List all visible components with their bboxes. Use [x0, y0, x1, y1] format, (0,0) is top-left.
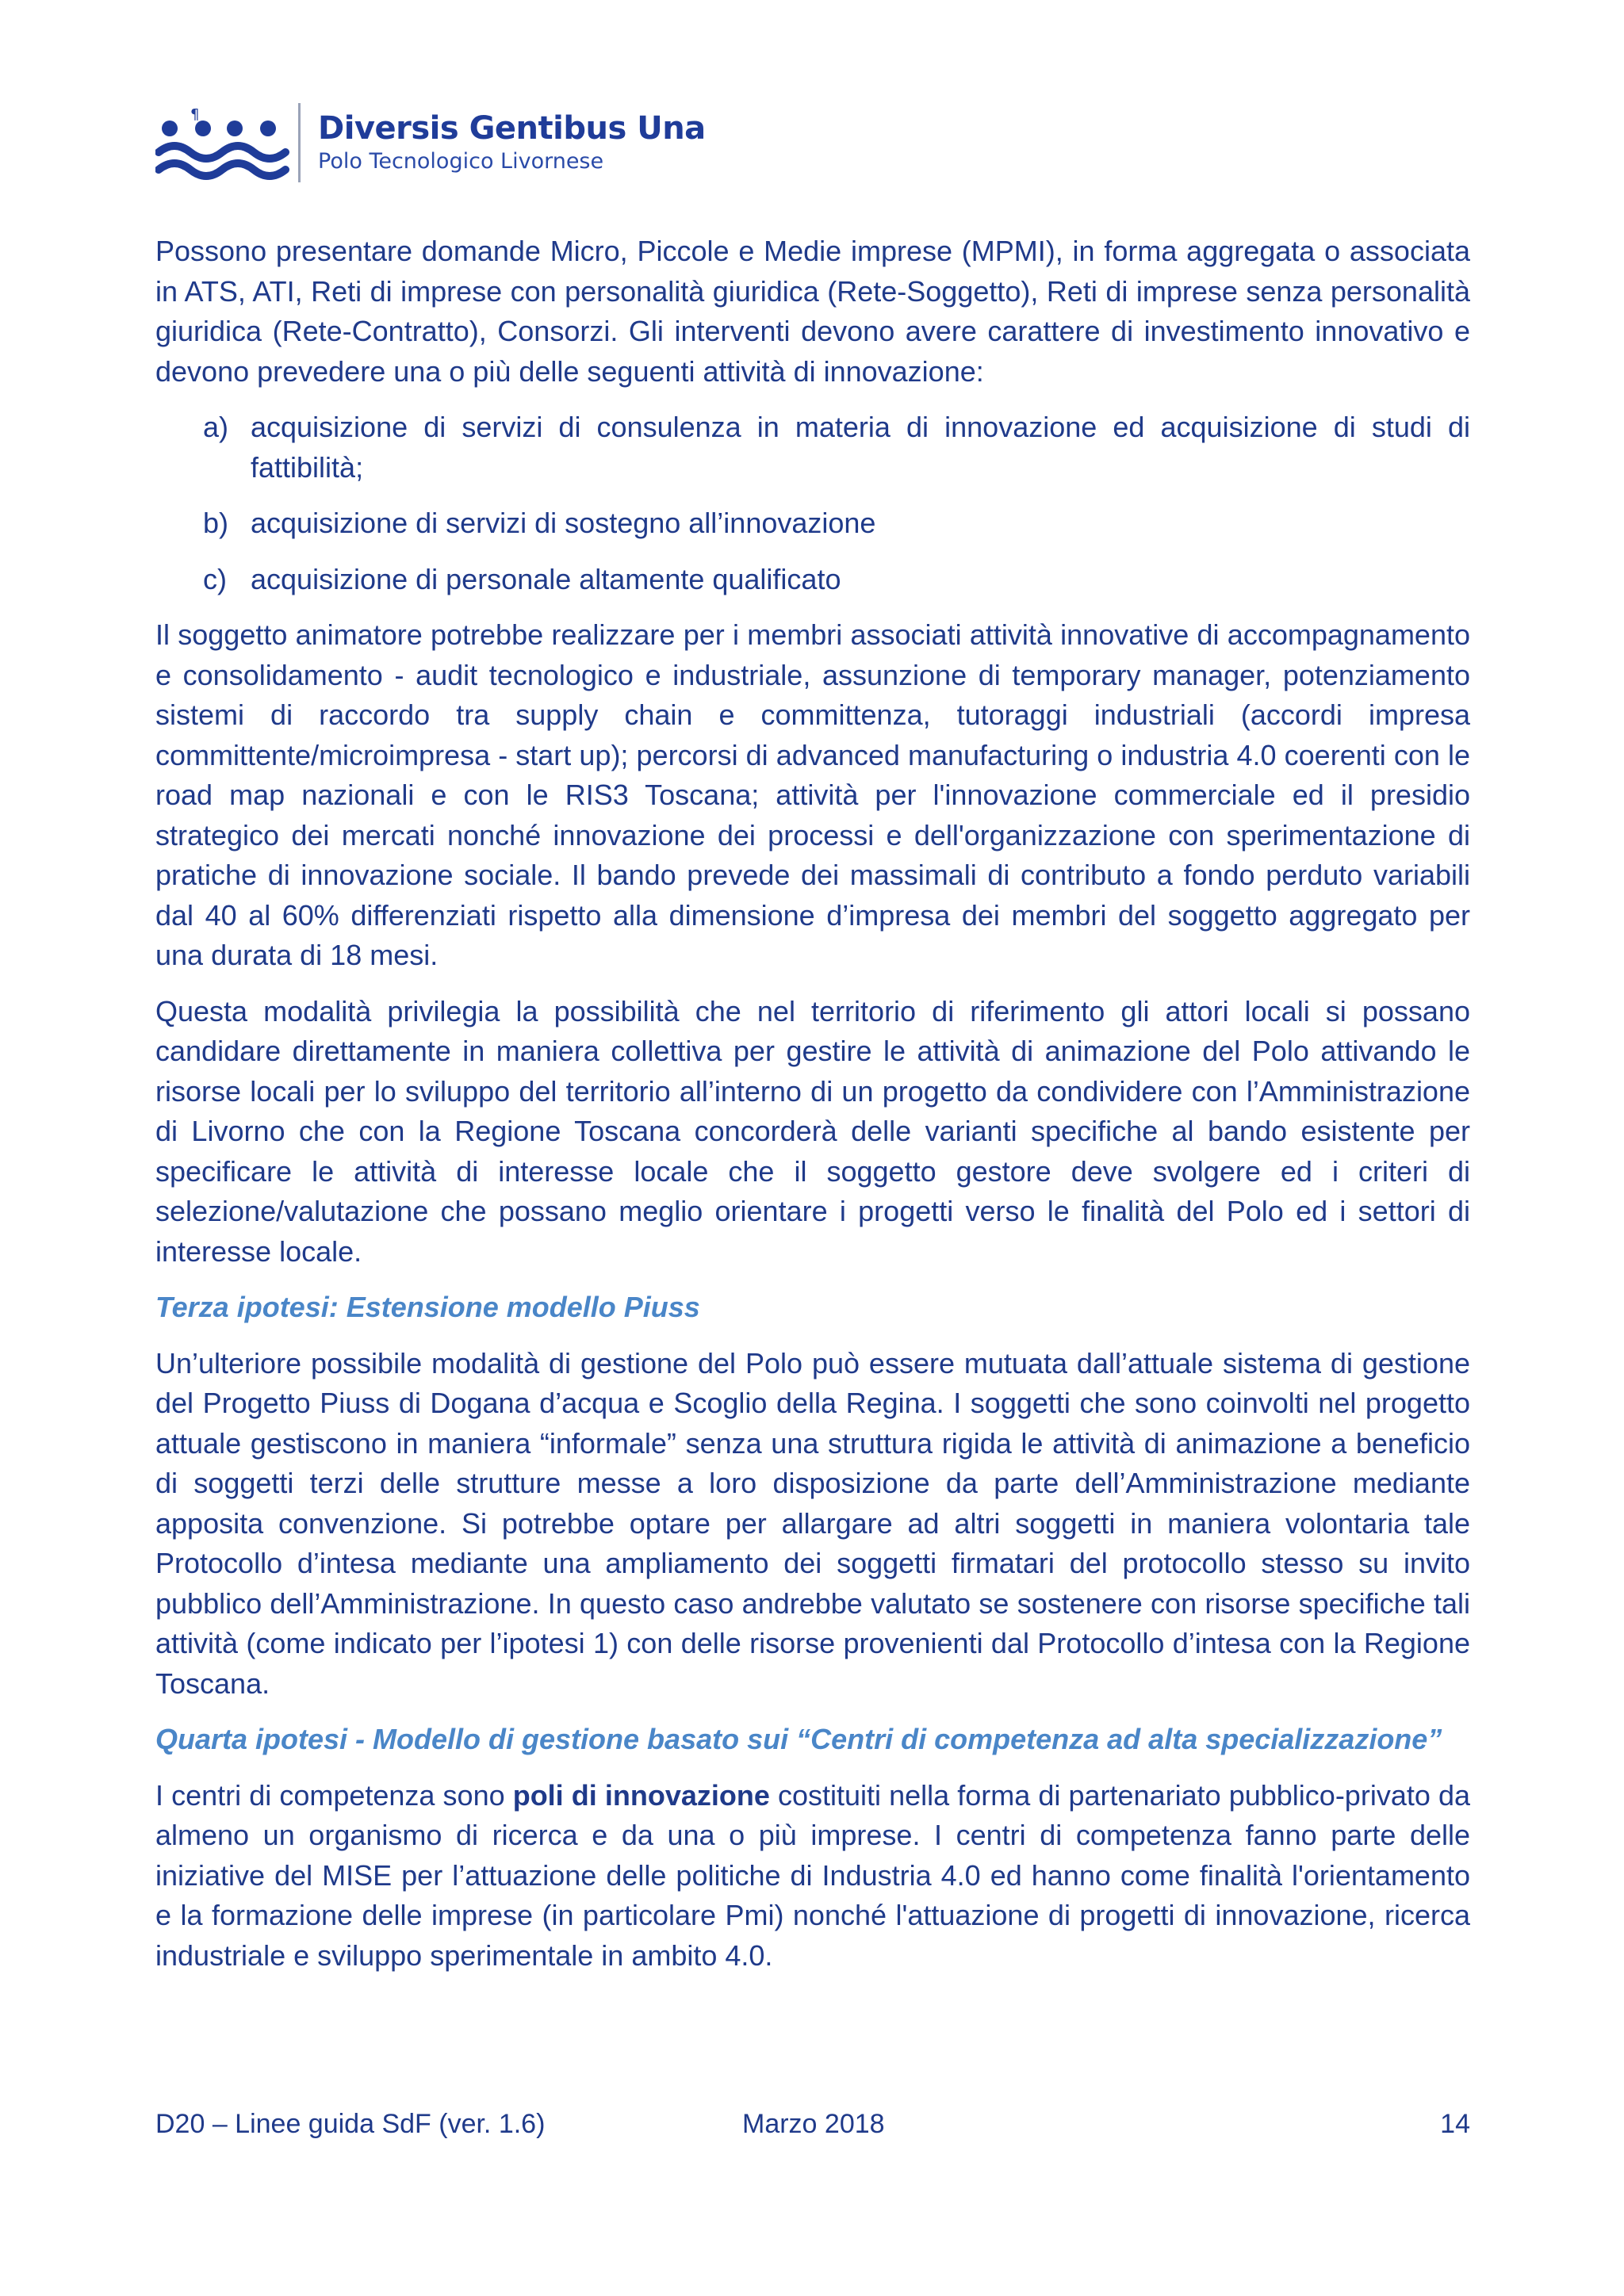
list-text: acquisizione di personale altamente qualificato [251, 562, 841, 595]
bold-term: poli di innovazione [512, 1778, 770, 1812]
list-item [155, 408, 1470, 488]
paragraph-eligibility: Possono presentare domande Micro, Piccole e Medie imprese (MPMI), in forma aggregata o associata in ATS, ATI, Reti di imprese con personalità giuridica (Rete-Soggetto), Reti di imprese senza personalità giuridica (Rete-Contratto), Consorzi. Gli interventi devono avere carattere di investimento innovativo e devono prevedere una o più delle seguenti attività di innovazione: [155, 235, 1470, 388]
list-text: acquisizione di servizi di sostegno all’innovazione [251, 507, 876, 539]
logo-name: Diversis Gentibus Una [318, 110, 706, 147]
document-body [155, 232, 1470, 1992]
list-item [155, 503, 1470, 544]
list-item [155, 560, 1470, 600]
section-heading-terza: Terza ipotesi: Estensione modello Piuss [155, 1291, 700, 1323]
text-span: costituiti nella forma di partenariato pubblico-privato da almeno un organismo di ricerca e da una o più imprese. I centri di competenza fanno parte delle iniziative del MISE per l’attuazione delle politiche di Industria 4.0 ed hanno come finalità l'orientamento e la formazione delle imprese (in particolare Pmi) nonché l'attuazione di progetti di innovazione, ricerca industriale e sviluppo sperimentale in ambito 4.0. [155, 1778, 1470, 1972]
paragraph-modality: Questa modalità privilegia la possibilità che nel territorio di riferimento gli attori locali si possano candidare direttamente in maniera collettiva per gestire le attività di animazione del Polo attivando le risorse locali per lo sviluppo del territorio all’interno di un progetto da condividere con l’Amministrazione di Livorno che con la Regione Toscana concorderà delle varianti specifiche al bando esistente per specificare le attività di interesse locale che il soggetto gestore deve svolgere ed i criteri di selezione/valutazione che possano meglio orientare i progetti verso le finalità del Polo ed i settori di interesse locale. [155, 994, 1470, 1268]
activity-list [155, 408, 1470, 599]
paragraph-animator: Il soggetto animatore potrebbe realizzare per i membri associati attività innovative di accompagnamento e consolidamento - audit tecnologico e industriale, assunzione di temporary manager, potenziamento sistemi di raccordo tra supply chain e committenza, tutoraggi industriali (accordi impresa committente/microimpresa - start up); percorsi di advanced manufacturing o industria 4.0 coerenti con le road map nazionali e con le RIS3 Toscana; attività per l'innovazione commerciale ed il presidio strategico dei mercati nonché innovazione dei processi e dell'organizzazione con sperimentazione di pratiche di innovazione sociale. Il bando prevede dei massimali di contributo a fondo perduto variabili dal 40 al 60% differenziati rispetto alla dimensione d’impresa dei membri del soggetto aggregato per una durata di 18 mesi. [155, 618, 1470, 971]
logo-text [318, 109, 706, 176]
svg-text:¶: ¶ [190, 106, 200, 123]
page-number: 14 [1440, 2109, 1470, 2139]
list-text: acquisizione di servizi di consulenza in materia di innovazione ed acquisizione di studi di fattibilità; [251, 411, 1470, 484]
paragraph-piuss: Un’ulteriore possibile modalità di gestione del Polo può essere mutuata dall’attuale sistema di gestione del Progetto Piuss di Dogana d’acqua e Scoglio della Regina. I soggetti che sono coinvolti nel progetto attuale gestiscono in maniera “informale” senza una struttura rigida le attività di animazione a beneficio di soggetti terzi delle strutture messe a loro disposizione da parte dell’Amministrazione mediante apposita convenzione. Si potrebbe optare per allargare ad altri soggetti in maniera volontaria tale Protocollo d’intesa mediante una ampliamento dei soggetti firmatari del protocollo stesso su invito pubblico dell’Amministrazione. In questo caso andrebbe valutato se sostenere con risorse specifiche tali attività (come indicato per l’ipotesi 1) con delle risorse provenienti dal Protocollo d’intesa con la Regione Toscana. [155, 1346, 1470, 1700]
logo-divider [298, 103, 301, 182]
list-marker: b) [203, 507, 229, 539]
paragraph-competence-centers [155, 1776, 1470, 1976]
logo-subtitle: Polo Tecnologico Livornese [318, 149, 604, 174]
text-span: I centri di competenza sono [155, 1778, 513, 1812]
footer-date: Marzo 2018 [742, 2109, 885, 2139]
footer-document-title: D20 – Linee guida SdF (ver. 1.6) [155, 2109, 546, 2139]
page-footer [155, 2109, 1470, 2149]
section-heading-quarta: Quarta ipotesi - Modello di gestione basato sui “Centri di competenza ad alta specializzazione” [155, 1723, 1442, 1755]
list-marker: c) [203, 562, 227, 595]
page-header [155, 95, 706, 190]
waves-dots-logo-icon [155, 103, 290, 182]
list-marker: a) [203, 411, 229, 443]
